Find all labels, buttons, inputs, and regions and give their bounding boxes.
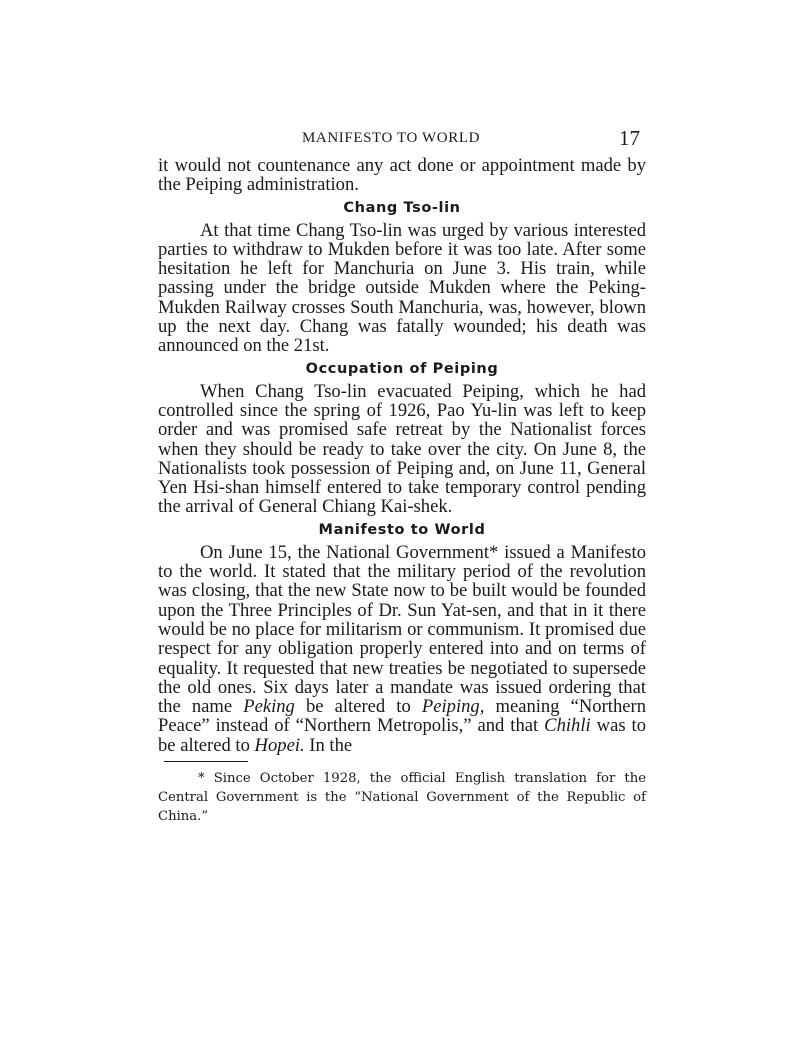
- footnote-divider: [164, 761, 248, 762]
- italic-term-chihli: Chihli: [544, 715, 591, 737]
- text-run: On June 15, the National Government* issued a Manifesto to the world. It stated that the military period of the revolution was closing, that the new State now to be built would be founded upon the Three Principles of Dr. Sun Yat-sen, and that in it there would be no place for militarism or communism. It promised due respect for any obligation properly entered into and on terms of equality. It requested that new treaties be negotiated to supersede the old ones. Six days later a mandate was issued ordering that the name: [158, 541, 646, 718]
- italic-term-hopei: Hopei.: [254, 734, 305, 756]
- footnote: * Since October 1928, the official English translation for the Central Government is the “National Government of the Republic of China.”: [158, 771, 646, 825]
- text-run: be altered to: [294, 696, 422, 718]
- text-run: In the: [304, 734, 353, 756]
- section-heading-chang-tso-lin: Chang Tso-lin: [343, 199, 461, 216]
- section-heading-occupation-of-peiping: Occupation of Peiping: [305, 360, 499, 377]
- section-heading-manifesto-to-world: Manifesto to World: [318, 521, 486, 538]
- book-page: [158, 122, 646, 826]
- italic-term-peiping: Peiping,: [421, 696, 485, 718]
- page-number: 17: [619, 126, 640, 150]
- text-run: was to be altered to: [158, 715, 646, 756]
- paragraph-continuation: it would not countenance any act done or appointment made by the Peiping administration.: [158, 155, 646, 196]
- running-head: [158, 122, 646, 156]
- paragraph-chang-tso-lin: At that time Chang Tso-lin was urged by various interested parties to withdraw to Mukden before it was too late. After some hesitation he left for Manchuria on June 3. His train, while passing under the bridge outside Mukden where the Peking-Mukden Railway crosses South Manchuria, was, however, blown up the next day. Chang was fatally wounded; his death was announced on the 21st.: [158, 219, 646, 357]
- italic-term-peking: Peking: [243, 696, 295, 718]
- paragraph-manifesto-to-world: [158, 543, 646, 755]
- running-title: MANIFESTO TO WORLD: [302, 130, 481, 146]
- text-run: meaning “Northern Peace” instead of “Northern Metropolis,” and that: [158, 696, 647, 737]
- paragraph-occupation-of-peiping: When Chang Tso-lin evacuated Peiping, which he had controlled since the spring of 1926, Pao Yu-lin was left to keep order and was promised safe retreat by the Nationalist forces when they should be ready to take over the city. On June 8, the Nationalists took possession of Peiping and, on June 11, General Yen Hsi-shan himself entered to take temporary control pending the arrival of General Chiang Kai-shek.: [158, 380, 646, 518]
